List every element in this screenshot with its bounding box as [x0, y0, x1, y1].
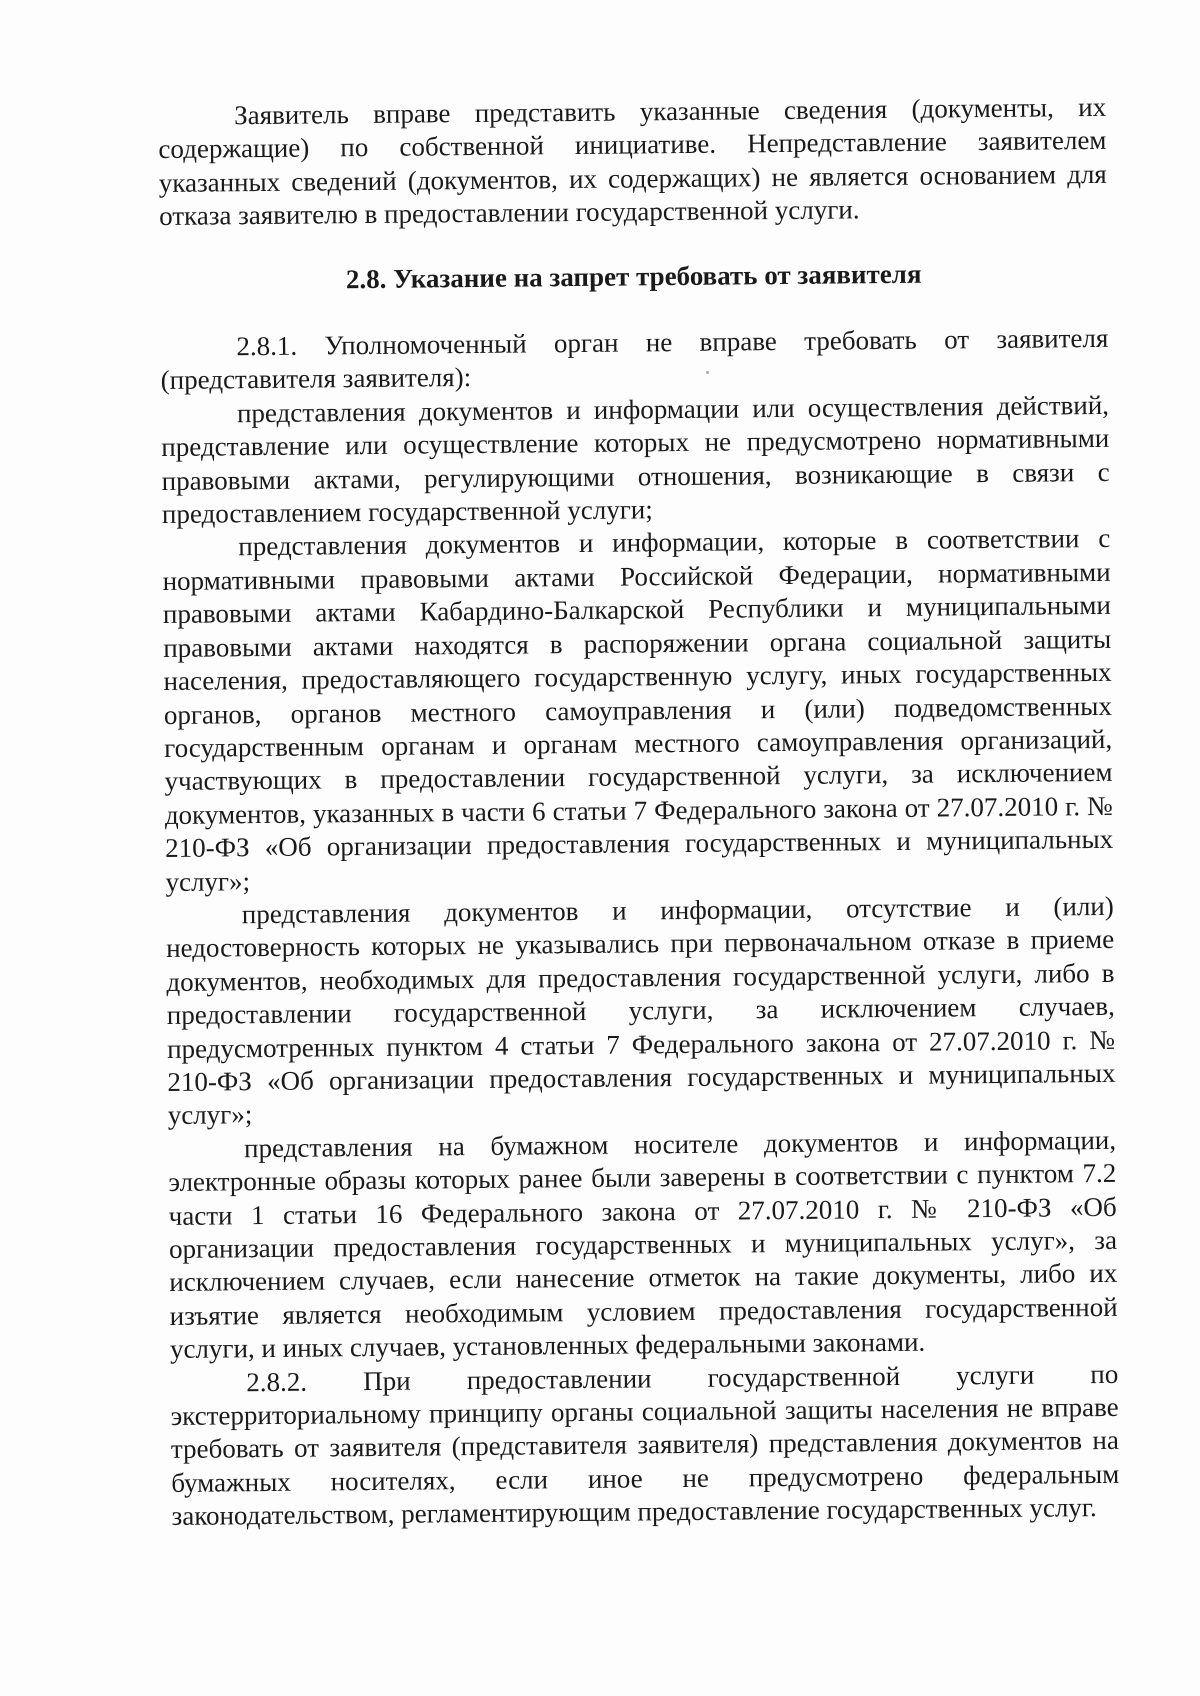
paragraph-item-2: представления документов и информации, которые в соответствии с нормативными правовыми актами Российской Федерации, нормативными правовыми актами Кабардино-Балкарской Республики и муниципальными правовыми актами находятся в распоряжении органа социальной защиты населения, предоставляющего государственную услугу, иных государственных органов, органов местного самоуправления и (или) подведомственных государственным органам и органам местного самоуправления организаций, участвующих в предоставлении государственной услуги, за исключением документов, указанных в части 6 статьи 7 Федерального закона от 27.07.2010 г. № 210-ФЗ «Об организации предоставления государственных и муниципальных услуг»;	[162, 523, 1114, 897]
paragraph-2-8-1: 2.8.1. Уполномоченный орган не вправе требовать от заявителя (представителя заявителя):	[160, 322, 1109, 396]
scan-speck	[706, 371, 709, 374]
document-body	[158, 91, 1120, 1534]
paragraph-item-1: представления документов и информации или осуществления действий, представление или осуществление которых не предусмотрено нормативными правовыми актами, регулирующими отношения, возникающие в связи с предоставлением государственной услуги;	[161, 389, 1110, 530]
section-heading: 2.8. Указание на запрет требовать от заявителя	[345, 258, 922, 294]
intro-paragraph: Заявитель вправе представить указанные сведения (документы, их содержащие) по собственной инициативе. Непредставление заявителем указанных сведений (документов, их содержащих) не является основанием для отказа заявителю в предоставлении государственной услуги.	[158, 91, 1107, 232]
paragraph-item-4: представления на бумажном носителе документов и информации, электронные образы которых ранее были заверены в соответствии с пунктом 7.2 части 1 статьи 16 Федерального закона от 27.07.2010 г. № 210-ФЗ «Об организации предоставления государственных и муниципальных услуг», за исключением случаев, если нанесение отметок на такие документы, либо их изъятие является необходимым условием предоставления государственной услуги, и иных случаев, установленных федеральными законами.	[168, 1124, 1118, 1365]
paragraph-2-8-2: 2.8.2. При предоставлении государственной услуги по экстерриториальному принципу органы социальной защиты населения не вправе требовать от заявителя (представителя заявителя) представления документов на бумажных носителях, если иное не предусмотрено федеральным законодательством, регламентирующим предоставление государственных услуг.	[170, 1358, 1120, 1532]
paragraph-item-3: представления документов и информации, отсутствие и (или) недостоверность которых не указывались при первоначальном отказе в приеме документов, необходимых для предоставления государственной услуги, либо в предоставлении государственной услуги, за исключением случаев, предусмотренных пунктом 4 статьи 7 Федерального закона от 27.07.2010 г. № 210-ФЗ «Об организации предоставления государственных и муниципальных услуг»;	[165, 890, 1116, 1131]
